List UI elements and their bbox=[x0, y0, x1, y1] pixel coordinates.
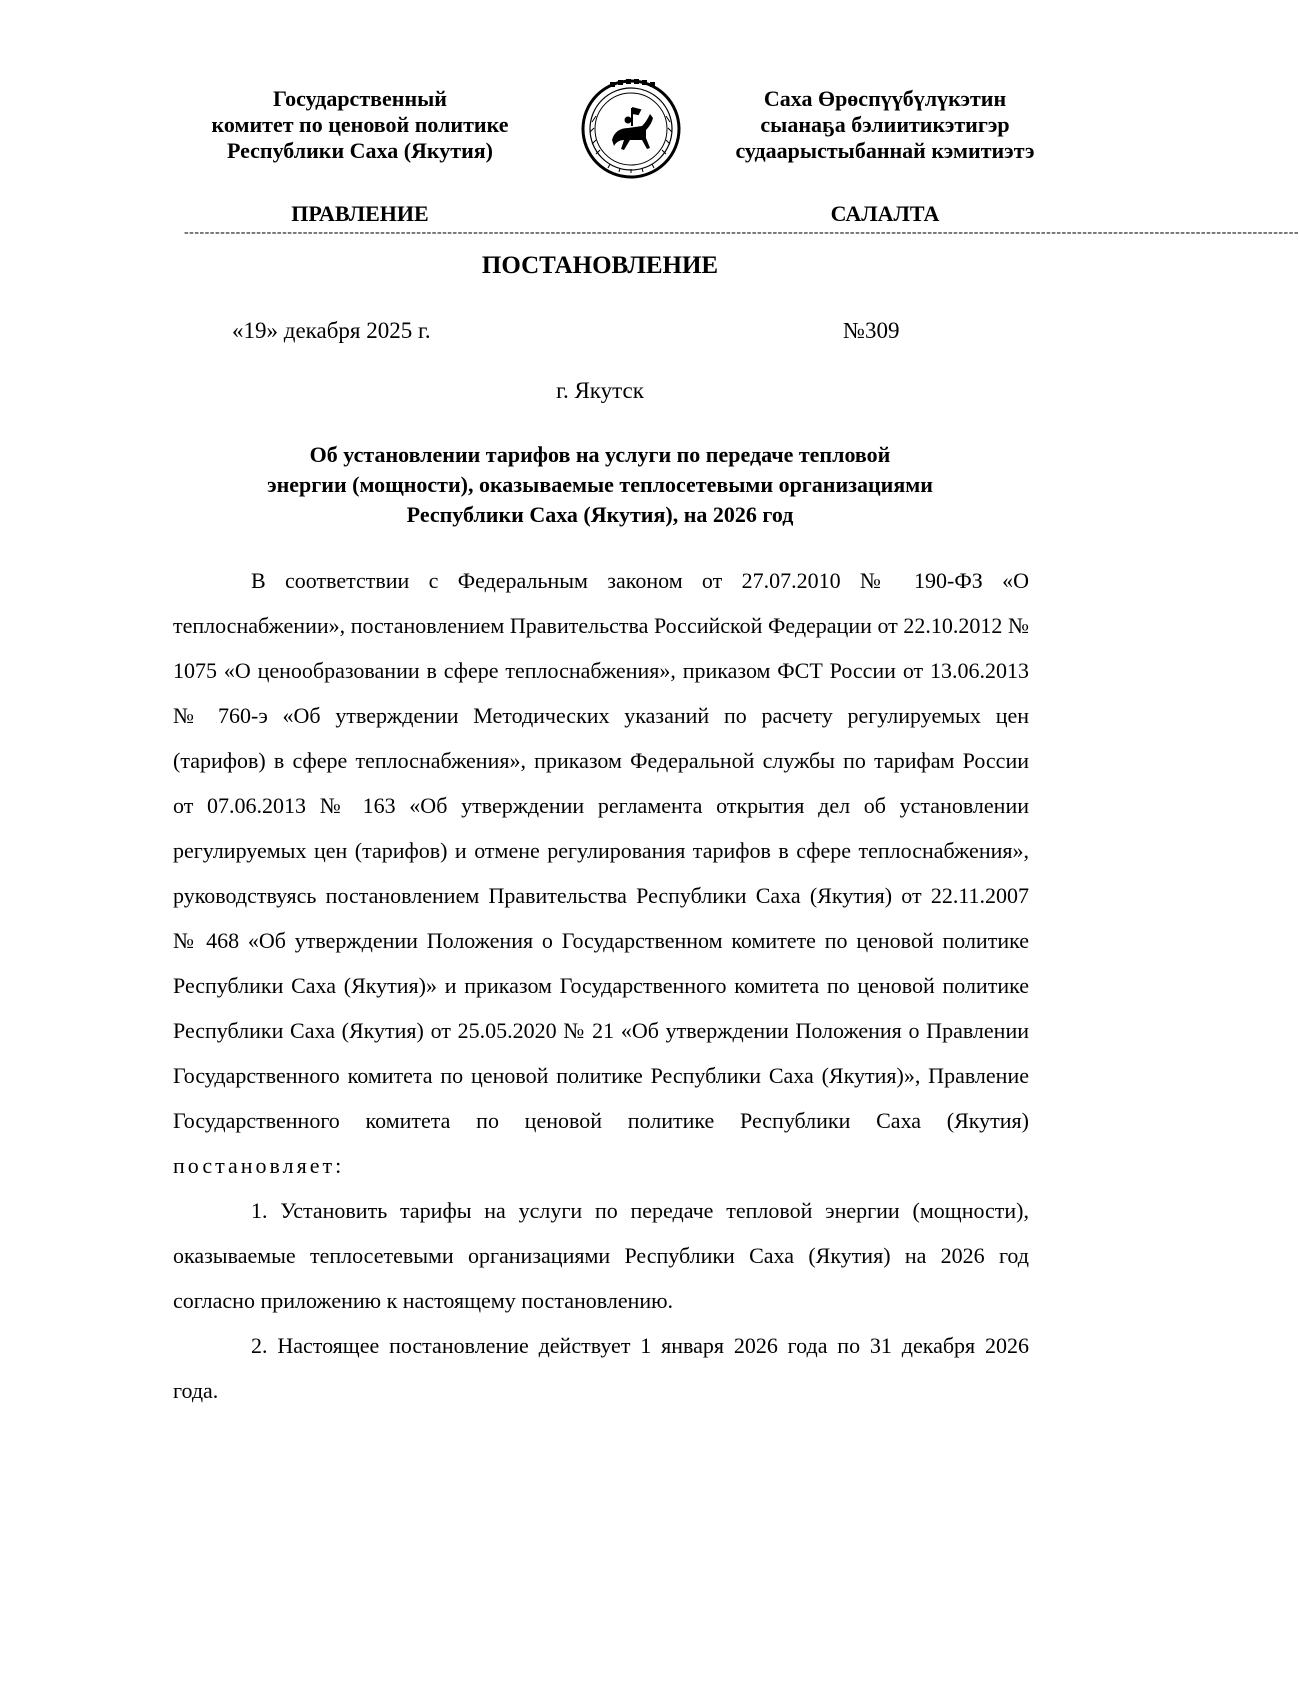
committee-name-line: Саха Өрөспүүбүлүкэтин bbox=[763, 86, 1007, 111]
title-line: Республики Саха (Якутия), на 2026 год bbox=[406, 502, 794, 527]
committee-name-line: Государственный bbox=[273, 86, 447, 111]
document-date: «19» декабря 2025 г. bbox=[232, 318, 431, 343]
document-title bbox=[175, 440, 1025, 530]
coat-of-arms-emblem bbox=[580, 78, 682, 180]
board-label-russian: ПРАВЛЕНИЕ bbox=[291, 201, 429, 226]
item-paragraph: 2. Настоящее постановление действует 1 января 2026 года по 31 декабря 2026 года. bbox=[173, 1333, 1029, 1403]
committee-name-russian bbox=[205, 86, 515, 164]
document-city: г. Якутск bbox=[556, 378, 644, 403]
resolves-word: постановляет: bbox=[173, 1153, 345, 1178]
title-line: Об установлении тарифов на услуги по передаче тепловой bbox=[309, 442, 891, 467]
document-type-heading: ПОСТАНОВЛЕНИЕ bbox=[481, 252, 719, 279]
committee-name-line: Республики Саха (Якутия) bbox=[226, 138, 494, 163]
document-number: №309 bbox=[843, 318, 900, 343]
preamble-text: В соответствии с Федеральным законом от 27.07.2010 № 190-ФЗ «О теплоснабжении», постановлением Правительства Российской Федерации от 22.10.2012 № 1075 «О ценообразовании в сфере теплоснабжения», приказом ФСТ России от 13.06.2013 № 760-э «Об утверждении Методических указаний по расчету регулируемых цен (тарифов) в сфере теплоснабжения», приказом Федеральной службы по тарифам России от 07.06.2013 № 163 «Об утверждении регламента открытия дел об установлении регулируемых цен (тарифов) и отмене регулирования тарифов в сфере теплоснабжения», руководствуясь постановлением Правительства Республики Саха (Якутия) от 22.11.2007 № 468 «Об утверждении Положения о Государственном комитете по ценовой политике Республики Саха (Якутия)» и приказом Государственного комитета по ценовой политике Республики Саха (Якутия) от 25.05.2020 № 21 «Об утверждении Положения о Правлении Государственного комитета по ценовой политике Республики Саха (Якутия)», Правление Государственного комитета по ценовой политике Республики Саха (Якутия) bbox=[173, 568, 1029, 1133]
committee-name-line: судаарыстыбаннай кэмитиэтэ bbox=[735, 138, 1035, 163]
dashed-separator: ------------------------------------------------------------------------------------------------------------------------------------------------------------------------------------------------------------------------ bbox=[184, 225, 1299, 240]
committee-name-line: комитет по ценовой политике bbox=[211, 112, 509, 137]
item-paragraph: 1. Установить тарифы на услуги по передаче тепловой энергии (мощности), оказываемые теплосетевыми организациями Республики Саха (Якутия) на 2026 год согласно приложению к настоящему постановлению. bbox=[173, 1198, 1029, 1313]
board-label-yakut: САЛАЛТА bbox=[830, 201, 940, 226]
title-line: энергии (мощности), оказываемые теплосетевыми организациями bbox=[267, 472, 933, 497]
document-body bbox=[173, 558, 1029, 1413]
committee-name-yakut bbox=[715, 86, 1055, 164]
preamble-paragraph bbox=[173, 558, 1029, 1188]
committee-name-line: сыанаҕа бэлиитикэтигэр bbox=[760, 112, 1010, 137]
